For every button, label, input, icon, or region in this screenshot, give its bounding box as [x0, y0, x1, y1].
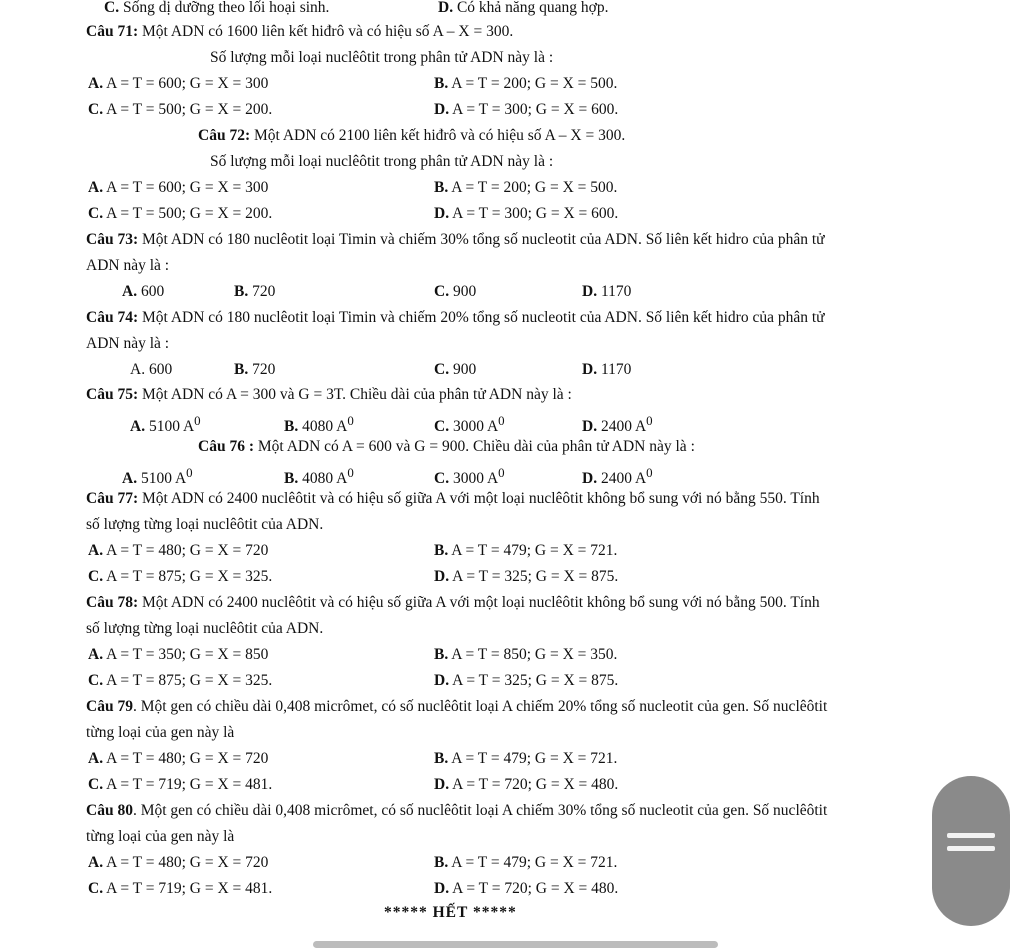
question-72-sub: Số lượng mỗi loại nuclêôtit trong phân tử ADN này là : — [210, 153, 554, 170]
q80-option-b: B. A = T = 479; G = X = 721. — [434, 854, 618, 871]
prev-option-d: D. Có khả năng quang hợp. — [438, 0, 609, 16]
q72-option-b: B. A = T = 200; G = X = 500. — [434, 179, 618, 196]
q73-option-b: B. 720 — [234, 283, 276, 300]
question-79-cont: từng loại của gen này là — [86, 724, 235, 741]
q76-option-b: B. 4080 $A^0$ — [284, 465, 354, 488]
question-80: Câu 80. Một gen có chiều dài 0,408 micrômet, có số nuclêôtit loại A chiếm 30% tổng số nucleotit của gen. Số nuclêôtit — [86, 802, 828, 819]
question-75: Câu 75: Một ADN có A = 300 và G = 3T. Chiều dài của phân tử ADN này là : — [86, 386, 572, 403]
q72-option-c: C. A = T = 500; G = X = 200. — [88, 205, 273, 222]
q78-option-a: A. A = T = 350; G = X = 850 — [88, 646, 269, 663]
question-74: Câu 74: Một ADN có 180 nuclêotit loại Timin và chiếm 20% tổng số nucleotit của ADN. Số liên kết hidro của phân tử — [86, 309, 825, 326]
q80-option-c: C. A = T = 719; G = X = 481. — [88, 880, 273, 897]
question-71: Câu 71: Một ADN có 1600 liên kết hiđrô và có hiệu số A – X = 300. — [86, 23, 514, 40]
scroll-handle[interactable] — [932, 776, 1010, 926]
question-79: Câu 79. Một gen có chiều dài 0,408 micrômet, có số nuclêôtit loại A chiếm 20% tổng số nucleotit của gen. Số nuclêôtit — [86, 698, 828, 715]
q73-option-d: D. 1170 — [582, 283, 632, 300]
q74-option-b: B. 720 — [234, 361, 276, 378]
q76-option-a: A. 5100 $A^0$ — [122, 465, 193, 488]
question-76: Câu 76 : Một ADN có A = 600 và G = 900. Chiều dài của phân tử ADN này là : — [198, 438, 695, 455]
question-77: Câu 77: Một ADN có 2400 nuclêôtit và có hiệu số giữa A với một loại nuclêôtit không bổ sung với nó bằng 550. Tính — [86, 490, 820, 507]
q78-option-b: B. A = T = 850; G = X = 350. — [434, 646, 618, 663]
q76-option-c: C. 3000 $A^0$ — [434, 465, 505, 488]
q79-option-b: B. A = T = 479; G = X = 721. — [434, 750, 618, 767]
q79-option-d: D. A = T = 720; G = X = 480. — [434, 776, 619, 793]
end-marker: ***** HẾT ***** — [384, 904, 517, 921]
q71-option-a: A. A = T = 600; G = X = 300 — [88, 75, 269, 92]
q73-option-a: A. 600 — [122, 283, 165, 300]
q72-option-d: D. A = T = 300; G = X = 600. — [434, 205, 619, 222]
q71-option-d: D. A = T = 300; G = X = 600. — [434, 101, 619, 118]
q76-option-d: D. 2400 $A^0$ — [582, 465, 653, 488]
q71-option-b: B. A = T = 200; G = X = 500. — [434, 75, 618, 92]
q73-option-c: C. 900 — [434, 283, 477, 300]
question-73: Câu 73: Một ADN có 180 nuclêotit loại Timin và chiếm 30% tổng số nucleotit của ADN. Số liên kết hidro của phân tử — [86, 231, 825, 248]
question-71-sub: Số lượng mỗi loại nuclêôtit trong phân tử ADN này là : — [210, 49, 554, 66]
q75-option-a: A. 5100 $A^0$ — [130, 413, 201, 436]
q79-option-c: C. A = T = 719; G = X = 481. — [88, 776, 273, 793]
q80-option-a: A. A = T = 480; G = X = 720 — [88, 854, 269, 871]
prev-option-c: C. Sống dị dưỡng theo lối hoại sinh. — [104, 0, 330, 16]
q77-option-d: D. A = T = 325; G = X = 875. — [434, 568, 619, 585]
question-80-cont: từng loại của gen này là — [86, 828, 235, 845]
q77-option-c: C. A = T = 875; G = X = 325. — [88, 568, 273, 585]
q74-option-c: C. 900 — [434, 361, 477, 378]
q78-option-c: C. A = T = 875; G = X = 325. — [88, 672, 273, 689]
q71-option-c: C. A = T = 500; G = X = 200. — [88, 101, 273, 118]
q80-option-d: D. A = T = 720; G = X = 480. — [434, 880, 619, 897]
question-78-cont: số lượng từng loại nuclêôtit của ADN. — [86, 620, 324, 637]
q77-option-b: B. A = T = 479; G = X = 721. — [434, 542, 618, 559]
q74-option-a: A. 600 — [130, 361, 173, 378]
q75-option-d: D. 2400 $A^0$ — [582, 413, 653, 436]
question-78: Câu 78: Một ADN có 2400 nuclêôtit và có hiệu số giữa A với một loại nuclêôtit không bổ sung với nó bằng 500. Tính — [86, 594, 820, 611]
horizontal-scrollbar[interactable] — [313, 941, 718, 948]
q75-option-c: C. 3000 $A^0$ — [434, 413, 505, 436]
question-74-cont: ADN này là : — [86, 335, 170, 352]
question-72: Câu 72: Một ADN có 2100 liên kết hiđrô và có hiệu số A – X = 300. — [198, 127, 626, 144]
question-73-cont: ADN này là : — [86, 257, 170, 274]
q78-option-d: D. A = T = 325; G = X = 875. — [434, 672, 619, 689]
q79-option-a: A. A = T = 480; G = X = 720 — [88, 750, 269, 767]
q75-option-b: B. 4080 $A^0$ — [284, 413, 354, 436]
q72-option-a: A. A = T = 600; G = X = 300 — [88, 179, 269, 196]
q74-option-d: D. 1170 — [582, 361, 632, 378]
question-77-cont: số lượng từng loại nuclêôtit của ADN. — [86, 516, 324, 533]
q77-option-a: A. A = T = 480; G = X = 720 — [88, 542, 269, 559]
